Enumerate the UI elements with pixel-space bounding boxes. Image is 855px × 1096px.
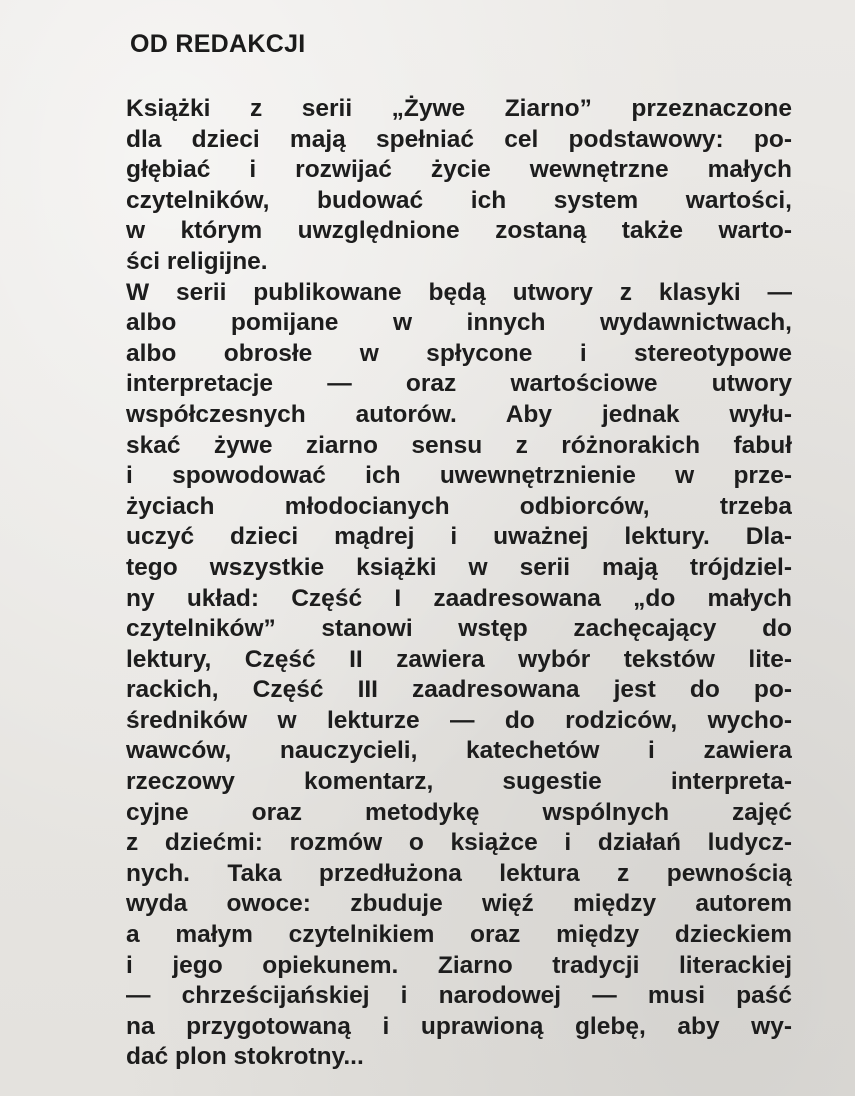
text-line: wawców, nauczycieli, katechetów i zawiera <box>126 737 792 765</box>
text-line: średników w lekturze — do rodziców, wycho- <box>126 706 792 734</box>
text-line: wyda owoce: zbuduje więź między autorem <box>126 890 792 918</box>
text-line: nych. Taka przedłużona lektura z pewnością <box>126 859 792 887</box>
text-line: dla dzieci mają spełniać cel podstawowy: po- <box>126 125 792 153</box>
text-line: i jego opiekunem. Ziarno tradycji literackiej <box>126 951 792 979</box>
page-title: OD REDAKCJI <box>130 30 306 58</box>
text-line: życiach młodocianych odbiorców, trzeba <box>126 492 792 520</box>
text-line: cyjne oraz metodykę wspólnych zajęć <box>126 798 792 826</box>
text-line: głębiać i rozwijać życie wewnętrzne małych <box>126 156 792 184</box>
text-line: dać plon stokrotny... <box>126 1043 364 1071</box>
text-line: rzeczowy komentarz, sugestie interpreta- <box>126 768 792 796</box>
text-line: interpretacje — oraz wartościowe utwory <box>126 370 792 398</box>
text-line: czytelników” stanowi wstęp zachęcający do <box>126 615 792 643</box>
text-line: z dziećmi: rozmów o książce i działań ludycz- <box>126 829 792 857</box>
text-line: ny układ: Część I zaadresowana „do małych <box>126 584 792 612</box>
text-line: a małym czytelnikiem oraz między dzieckiem <box>126 921 792 949</box>
text-line: współczesnych autorów. Aby jednak wyłu- <box>126 400 792 428</box>
text-line: albo pomijane w innych wydawnictwach, <box>126 309 792 337</box>
text-line: albo obrosłe w spłycone i stereotypowe <box>126 339 792 367</box>
text-line: w którym uwzględnione zostaną także warto- <box>126 217 792 245</box>
text-line: skać żywe ziarno sensu z różnorakich fabuł <box>126 431 792 459</box>
text-line: i spowodować ich uwewnętrznienie w prze- <box>126 462 792 490</box>
text-line: uczyć dzieci mądrej i uważnej lektury. Dla- <box>126 523 792 551</box>
text-line: lektury, Część II zawiera wybór tekstów lite- <box>126 645 792 673</box>
text-line: czytelników, budować ich system wartości, <box>126 186 792 214</box>
text-line: ści religijne. <box>126 247 268 275</box>
text-line: rackich, Część III zaadresowana jest do po- <box>126 676 792 704</box>
text-line: tego wszystkie książki w serii mają trójdziel- <box>126 553 792 581</box>
text-line: Książki z serii „Żywe Ziarno” przeznaczone <box>126 95 792 122</box>
text-line: na przygotowaną i uprawioną glebę, aby wy- <box>126 1012 792 1040</box>
text-line: W serii publikowane będą utwory z klasyki — <box>126 278 792 306</box>
text-line: — chrześcijańskiej i narodowej — musi paść <box>126 982 792 1010</box>
body-text <box>126 94 792 1073</box>
